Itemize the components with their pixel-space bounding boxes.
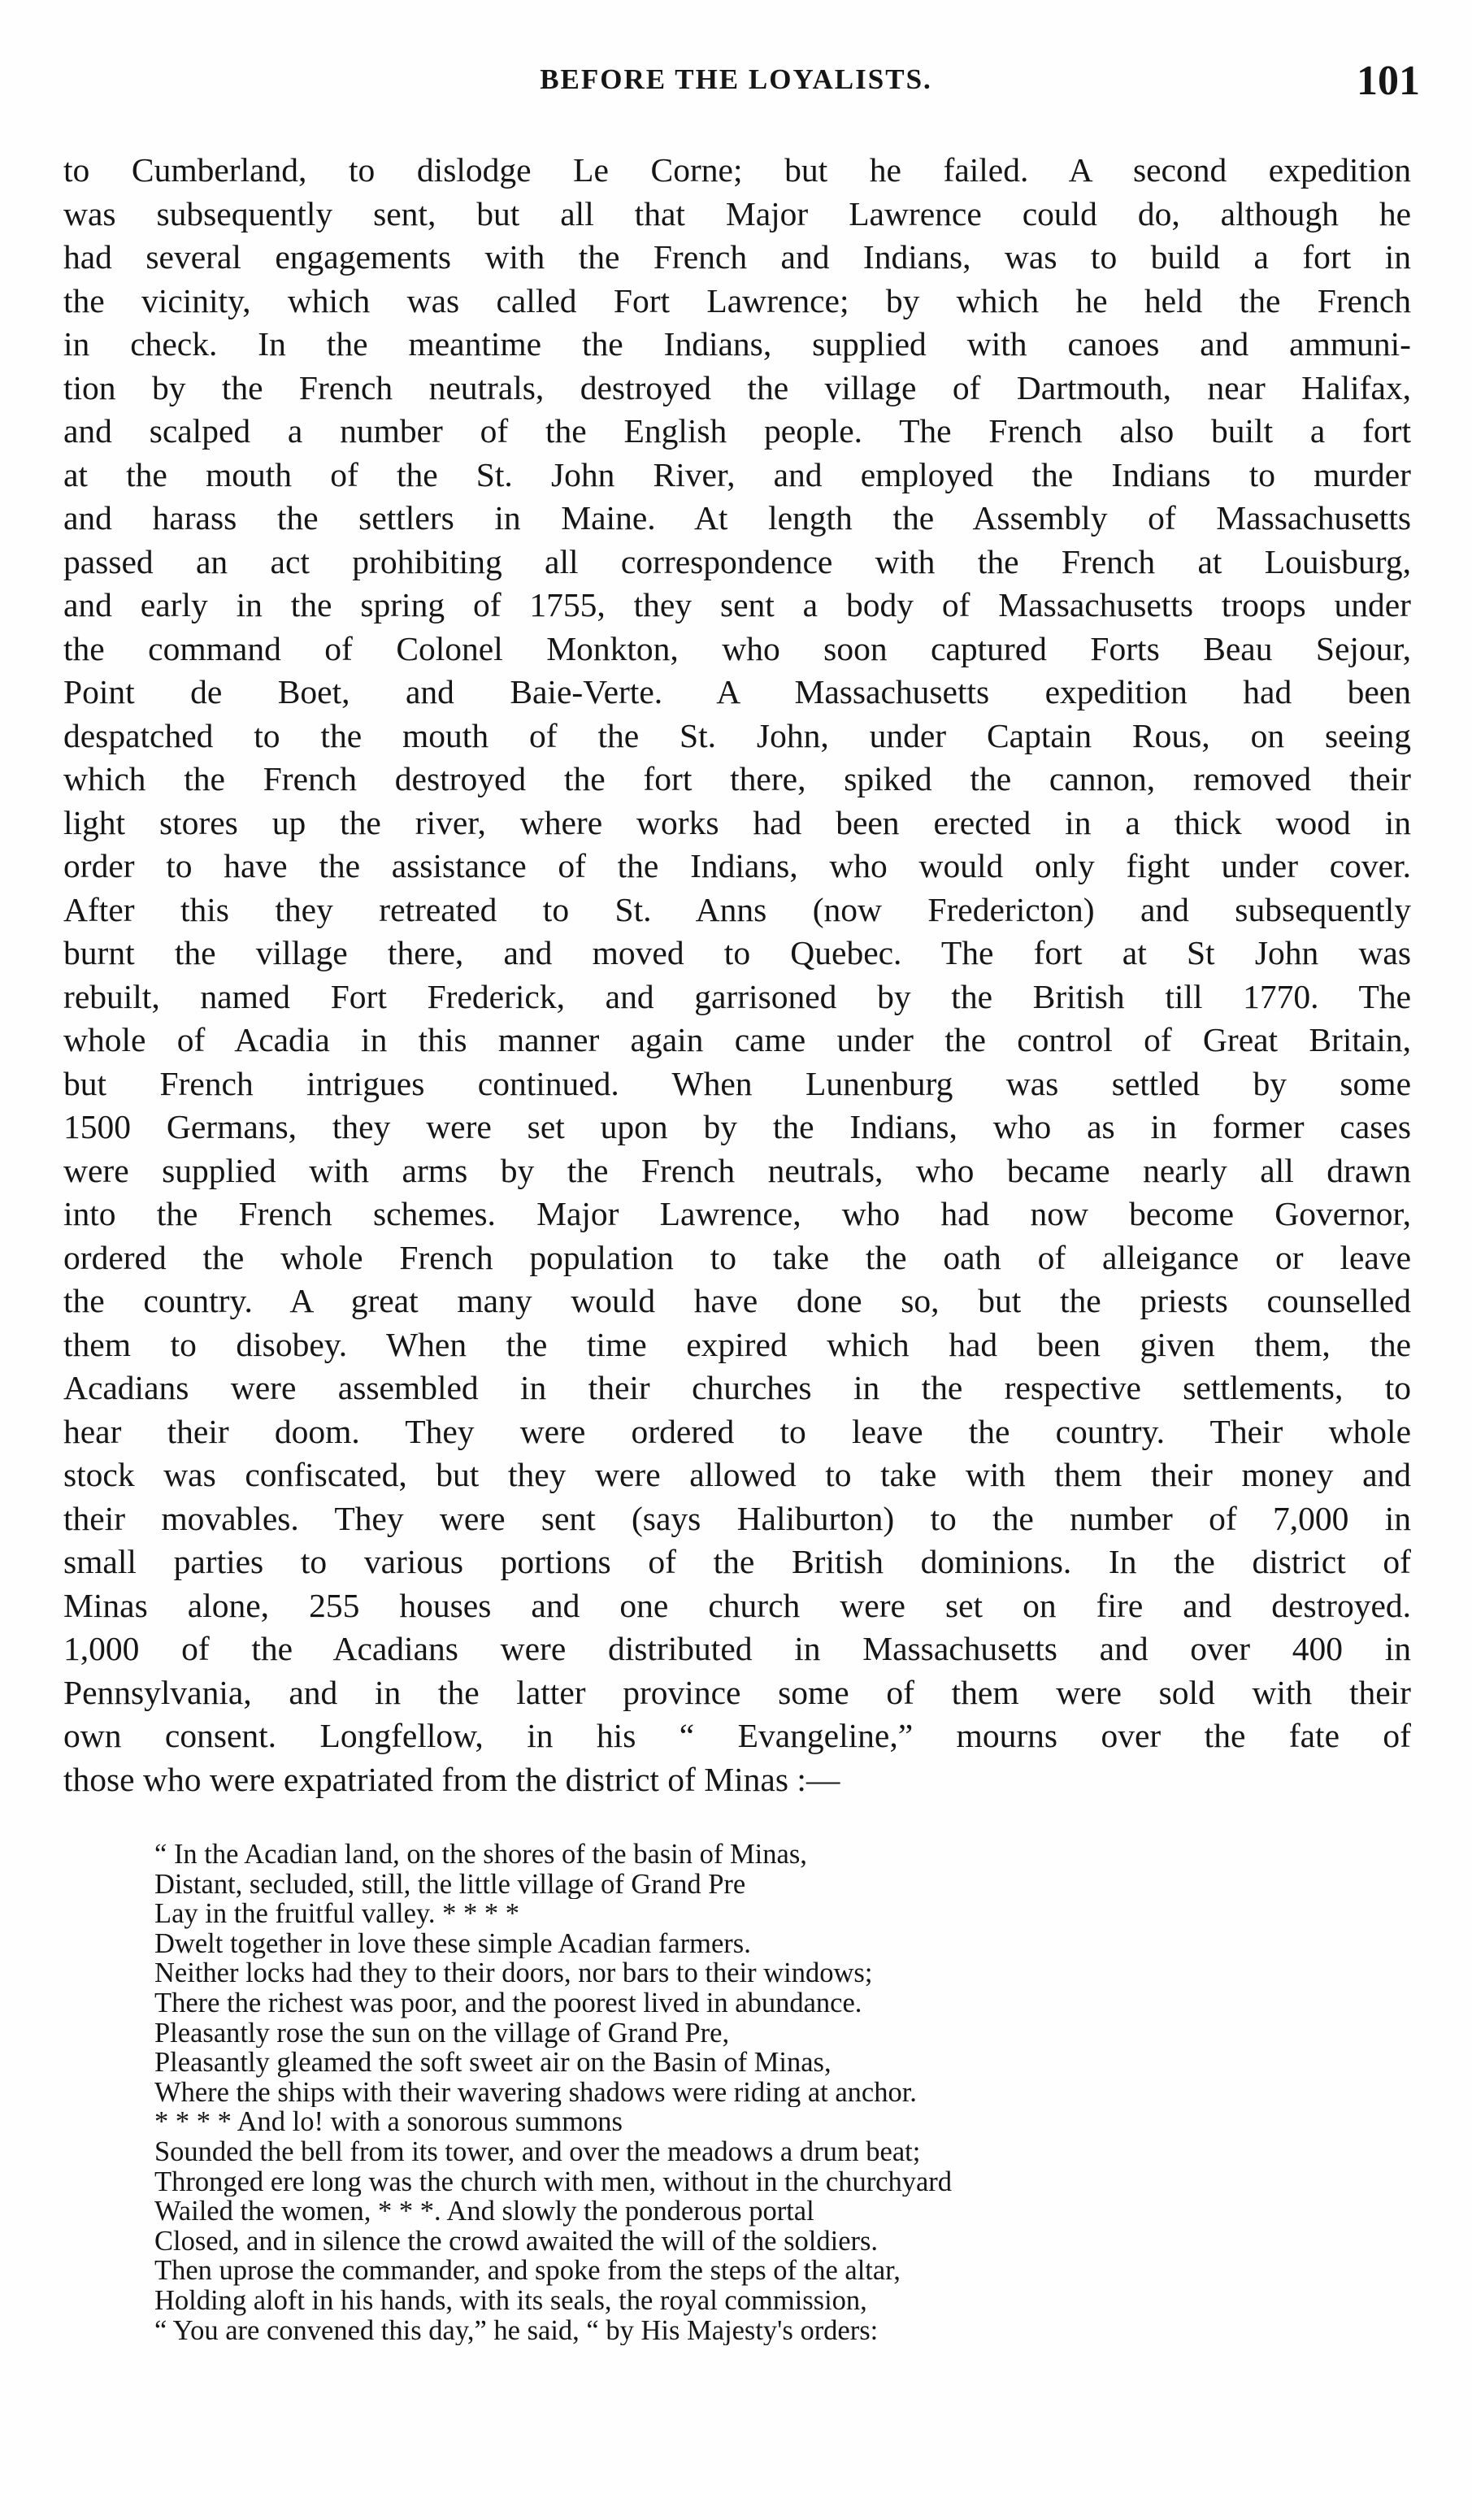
body-line: 1,000 of the Acadians were distributed in Massachusetts and over 400 in bbox=[63, 1630, 1411, 1667]
poem-line: Holding aloft in his hands, with its seals, the royal commission, bbox=[154, 2285, 867, 2316]
poem-line: Distant, secluded, still, the little village of Grand Pre bbox=[154, 1869, 746, 1900]
poem-line: Where the ships with their wavering shadows were riding at anchor. bbox=[154, 2077, 917, 2108]
body-line: their movables. They were sent (says Haliburton) to the number of 7,000 in bbox=[63, 1499, 1411, 1537]
body-line: were supplied with arms by the French neutrals, who became nearly all drawn bbox=[63, 1151, 1411, 1189]
body-line: and harass the settlers in Maine. At length the Assembly of Massachusetts bbox=[63, 499, 1411, 537]
poem-line: Sounded the bell from its tower, and over the meadows a drum beat; bbox=[154, 2136, 921, 2167]
body-line: Pennsylvania, and in the latter province some of them were sold with their bbox=[63, 1673, 1411, 1711]
body-line: whole of Acadia in this manner again came under the control of Great Britain, bbox=[63, 1021, 1411, 1058]
body-line: own consent. Longfellow, in his “ Evangeline,” mourns over the fate of bbox=[63, 1717, 1411, 1754]
poem-line: Lay in the fruitful valley. * * * * bbox=[154, 1899, 520, 1929]
page-number: 101 bbox=[1357, 58, 1420, 104]
body-line: and early in the spring of 1755, they sent a body of Massachusetts troops under bbox=[63, 586, 1411, 623]
body-line: light stores up the river, where works had been erected in a thick wood in bbox=[63, 803, 1411, 841]
body-line: to Cumberland, to dislodge Le Corne; but he failed. A second expedition bbox=[63, 151, 1411, 189]
body-line: Point de Boet, and Baie-Verte. A Massachusetts expedition had been bbox=[63, 673, 1411, 710]
body-line: was subsequently sent, but all that Major Lawrence could do, although he bbox=[63, 194, 1411, 232]
body-line: rebuilt, named Fort Frederick, and garrisoned by the British till 1770. The bbox=[63, 977, 1411, 1015]
body-line: in check. In the meantime the Indians, supplied with canoes and ammuni- bbox=[63, 325, 1411, 363]
running-title: BEFORE THE LOYALISTS. bbox=[540, 63, 932, 95]
body-line: had several engagements with the French and Indians, was to build a fort in bbox=[63, 238, 1411, 276]
body-line: Minas alone, 255 houses and one church were set on fire and destroyed. bbox=[63, 1586, 1411, 1624]
body-line: After this they retreated to St. Anns (now Fredericton) and subsequently bbox=[63, 890, 1411, 928]
body-line: passed an act prohibiting all correspondence with the French at Louisburg, bbox=[63, 542, 1411, 580]
body-line: tion by the French neutrals, destroyed the village of Dartmouth, near Halifax, bbox=[63, 368, 1411, 406]
body-line: the vicinity, which was called Fort Lawrence; by which he held the French bbox=[63, 281, 1411, 319]
poem-line: There the richest was poor, and the poorest lived in abundance. bbox=[154, 1988, 862, 2018]
body-line: ordered the whole French population to take the oath of alleigance or leave bbox=[63, 1238, 1411, 1276]
body-line: into the French schemes. Major Lawrence, who had now become Governor, bbox=[63, 1195, 1411, 1232]
running-head bbox=[0, 58, 1472, 120]
body-line: Acadians were assembled in their churches in the respective settlements, to bbox=[63, 1369, 1411, 1406]
body-line: the country. A great many would have done so, but the priests counselled bbox=[63, 1282, 1411, 1319]
body-line: burnt the village there, and moved to Quebec. The fort at St John was bbox=[63, 934, 1411, 971]
poem-line: “ You are convened this day,” he said, “ by His Majesty's orders: bbox=[154, 2315, 879, 2346]
poem-line: Wailed the women, * * *. And slowly the ponderous portal bbox=[154, 2196, 814, 2227]
poem-line: Then uprose the commander, and spoke from the steps of the altar, bbox=[154, 2256, 901, 2286]
poem-line: Pleasantly rose the sun on the village of Grand Pre, bbox=[154, 2018, 730, 2049]
body-line: and scalped a number of the English people. The French also built a fort bbox=[63, 412, 1411, 450]
poem-line: Dwelt together in love these simple Acadian farmers. bbox=[154, 1928, 751, 1959]
body-line: hear their doom. They were ordered to leave the country. Their whole bbox=[63, 1412, 1411, 1450]
body-line: 1500 Germans, they were set upon by the Indians, who as in former cases bbox=[63, 1108, 1411, 1145]
body-line: the command of Colonel Monkton, who soon captured Forts Beau Sejour, bbox=[63, 629, 1411, 667]
poem-line: * * * * And lo! with a sonorous summons bbox=[154, 2107, 623, 2137]
body-line: those who were expatriated from the district of Minas :— bbox=[63, 1760, 840, 1798]
body-line: despatched to the mouth of the St. John, under Captain Rous, on seeing bbox=[63, 716, 1411, 754]
poem-line: “ In the Acadian land, on the shores of the basin of Minas, bbox=[154, 1840, 807, 1870]
body-line: small parties to various portions of the British dominions. In the district of bbox=[63, 1543, 1411, 1580]
body-line: order to have the assistance of the Indians, who would only fight under cover. bbox=[63, 847, 1411, 884]
body-line: at the mouth of the St. John River, and employed the Indians to murder bbox=[63, 455, 1411, 493]
body-paragraph bbox=[63, 149, 1411, 1807]
poem-line: Closed, and in silence the crowd awaited the will of the soldiers. bbox=[154, 2226, 879, 2257]
poem-line: Neither locks had they to their doors, nor bars to their windows; bbox=[154, 1958, 873, 1988]
poem-quotation bbox=[154, 1840, 1292, 2466]
body-line: stock was confiscated, but they were allowed to take with them their money and bbox=[63, 1456, 1411, 1493]
body-line: but French intrigues continued. When Lunenburg was settled by some bbox=[63, 1064, 1411, 1102]
poem-line: Pleasantly gleamed the soft sweet air on the Basin of Minas, bbox=[154, 2048, 832, 2078]
body-line: which the French destroyed the fort there, spiked the cannon, removed their bbox=[63, 760, 1411, 797]
body-line: them to disobey. When the time expired which had been given them, the bbox=[63, 1325, 1411, 1363]
poem-line: Thronged ere long was the church with men, without in the churchyard bbox=[154, 2166, 953, 2197]
